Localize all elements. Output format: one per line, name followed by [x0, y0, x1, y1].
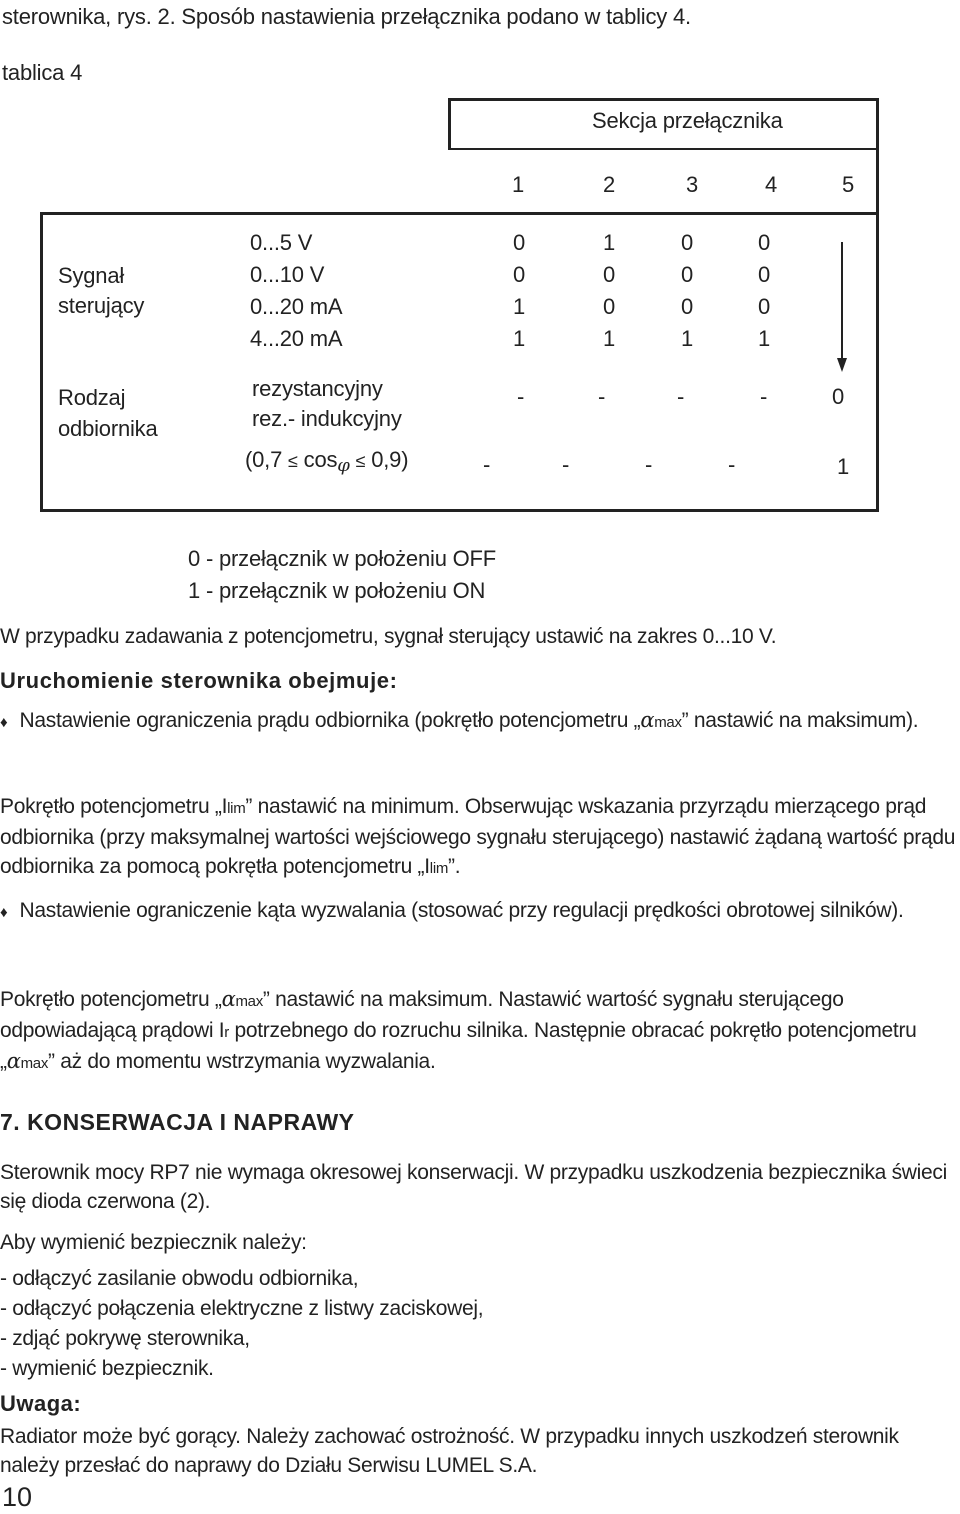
intro-line: sterownika, rys. 2. Sposób nastawienia przełącznika podano w tablicy 4. — [2, 4, 691, 29]
bullet-angle-limit: ♦ Nastawienie ograniczenie kąta wyzwalania (stosować przy regulacji prędkości obrotowej silników). — [0, 896, 958, 927]
section-header: Sekcja przełącznika — [592, 108, 783, 133]
list-item: - wymienić bezpiecznik. — [0, 1357, 214, 1380]
paragraph-alpha-max: Pokrętło potencjometru „αmax” nastawić na maksimum. Nastawić wartość sygnału sterującego odpowiadającą prądowi Ir potrzebnego do rozruchu silnika. Następnie obracać pokrętło potencjometru „αmax” aż do momentu wstrzymania wyzwalania. — [0, 987, 917, 1073]
switch-value: - — [677, 384, 685, 409]
switch-value: 0 — [681, 262, 694, 287]
warning-heading: Uwaga: — [0, 1391, 82, 1416]
switch-value: 1 — [513, 294, 526, 319]
section-number: 1 — [512, 172, 525, 197]
row-label: odbiornika — [58, 416, 158, 441]
switch-value: - — [517, 384, 525, 409]
row-label: Rodzaj — [58, 385, 126, 410]
switch-value: - — [483, 452, 491, 477]
section7-heading: 7. KONSERWACJA I NAPRAWY — [0, 1109, 355, 1135]
switch-value: - — [760, 384, 768, 409]
page-number: 10 — [2, 1482, 33, 1512]
potentiometer-note: W przypadku zadawania z potencjometru, sygnał sterujący ustawić na zakres 0...10 V. — [0, 625, 777, 648]
legend-off: 0 - przełącznik w położeniu OFF — [188, 546, 497, 571]
section-number: 2 — [603, 172, 616, 197]
switch-value: - — [645, 452, 653, 477]
row-label: Sygnał — [58, 263, 125, 288]
load-type: rezystancyjny — [252, 376, 383, 401]
switch-value: 1 — [837, 454, 850, 479]
paragraph-fuse: Aby wymienić bezpiecznik należy: — [0, 1231, 307, 1254]
switch-value: 0 — [603, 262, 616, 287]
section-number: 5 — [842, 172, 855, 197]
switch-value: 0 — [832, 384, 845, 409]
load-type: rez.- indukcyjny — [252, 406, 402, 431]
load-type-condition: (0,7 ≤ cosφ ≤ 0,9) — [245, 447, 409, 476]
section-number: 4 — [765, 172, 778, 197]
switch-value: - — [598, 384, 606, 409]
switch-value: 0 — [513, 230, 526, 255]
section-number: 3 — [686, 172, 699, 197]
arrow-down-icon — [832, 240, 852, 380]
switch-value: 0 — [603, 294, 616, 319]
switch-value: 1 — [758, 326, 771, 351]
switch-value: 0 — [681, 230, 694, 255]
signal-range: 4...20 mA — [250, 326, 343, 351]
list-item: - odłączyć połączenia elektryczne z listwy zaciskowej, — [0, 1297, 484, 1320]
signal-range: 0...10 V — [250, 262, 325, 287]
legend-on: 1 - przełącznik w położeniu ON — [188, 578, 486, 603]
table-caption: tablica 4 — [2, 60, 83, 85]
switch-value: 0 — [758, 294, 771, 319]
diamond-bullet-icon: ♦ — [0, 714, 8, 731]
switch-value: 1 — [513, 326, 526, 351]
paragraph-maintenance: Sterownik mocy RP7 nie wymaga okresowej konserwacji. W przypadku uszkodzenia bezpiecznika świeci się dioda czerwona (2). — [0, 1161, 947, 1213]
paragraph-warning: Radiator może być gorący. Należy zachować ostrożność. W przypadku innych uszkodzeń sterownik należy przesłać do naprawy do Działu Serwisu LUMEL S.A. — [0, 1425, 899, 1477]
switch-value: - — [728, 452, 736, 477]
paragraph-ilim: Pokrętło potencjometru „Ilim” nastawić na minimum. Obserwując wskazania przyrządu mierzącego prąd odbiornika (przy maksymalnej wartości wejściowego sygnału sterującego) nastawić żądaną wartość prądu odbiornika za pomocą pokrętła potencjometru „Ilim”. — [0, 795, 956, 878]
row-label: sterujący — [58, 293, 145, 318]
switch-value: 0 — [758, 230, 771, 255]
switch-value: 0 — [758, 262, 771, 287]
switch-value: - — [562, 452, 570, 477]
startup-heading: Uruchomienie sterownika obejmuje: — [0, 668, 398, 693]
signal-range: 0...5 V — [250, 230, 313, 255]
switch-value: 1 — [681, 326, 694, 351]
bullet-current-limit: ♦ Nastawienie ograniczenia prądu odbiornika (pokrętło potencjometru „αmax” nastawić na maksimum). — [0, 706, 958, 737]
list-item: - zdjąć pokrywę sterownika, — [0, 1327, 250, 1350]
switch-value: 0 — [681, 294, 694, 319]
diamond-bullet-icon: ♦ — [0, 904, 8, 921]
signal-range: 0...20 mA — [250, 294, 343, 319]
switch-value: 1 — [603, 326, 616, 351]
list-item: - odłączyć zasilanie obwodu odbiornika, — [0, 1267, 359, 1290]
switch-value: 1 — [603, 230, 616, 255]
switch-value: 0 — [513, 262, 526, 287]
